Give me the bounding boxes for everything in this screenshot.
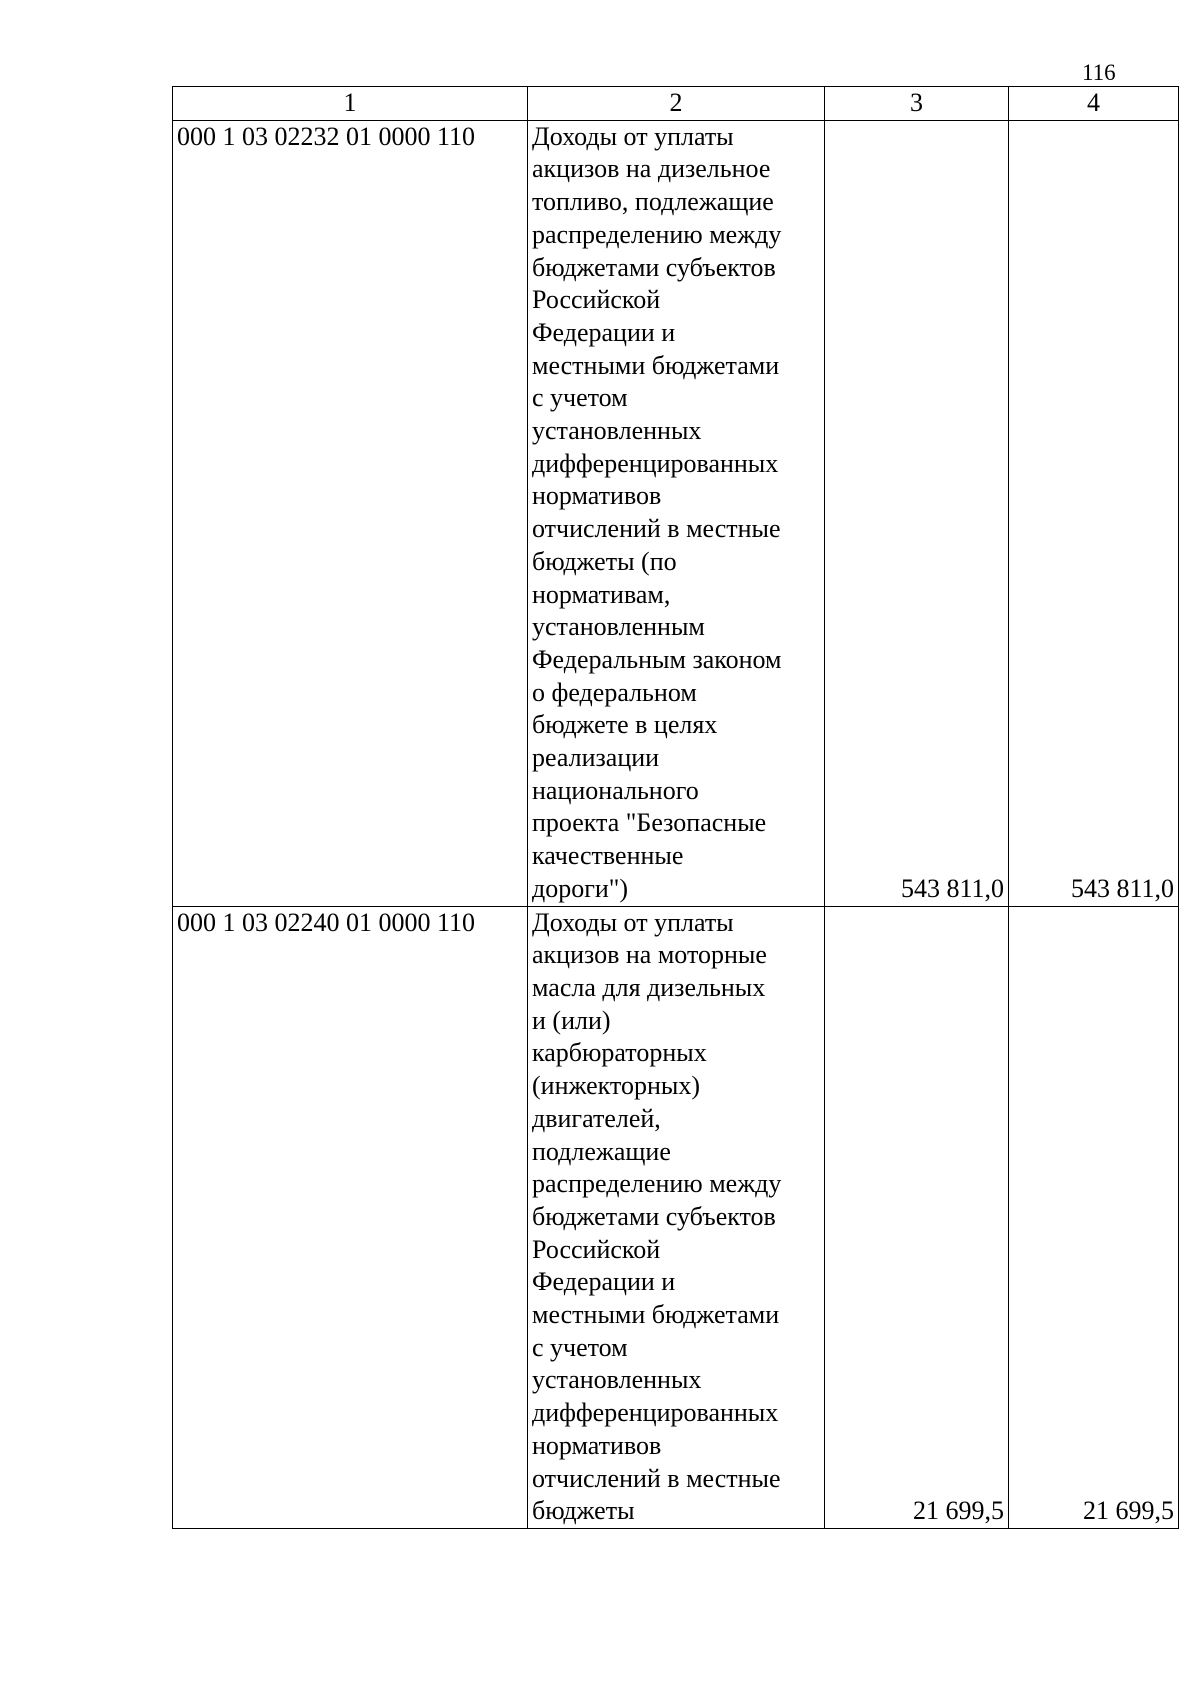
description-line: местными бюджетами	[532, 350, 780, 380]
description-line: Федерации и	[532, 317, 676, 347]
description-line: установленных	[532, 1365, 702, 1395]
description-line: бюджеты (по	[532, 546, 677, 576]
page-number: 116	[1082, 60, 1116, 85]
description-line: топливо, подлежащие	[532, 187, 774, 217]
amount-col4: 543 811,0	[1009, 120, 1179, 906]
description-line: подлежащие	[532, 1136, 671, 1166]
description-line: проекта "Безопасные	[532, 808, 767, 838]
column-header-3: 3	[825, 87, 1009, 121]
description-line: дифференцированных	[532, 1398, 779, 1428]
description-line: карбюраторных	[532, 1038, 707, 1068]
description-line: национального	[532, 775, 699, 805]
income-description	[528, 906, 825, 1528]
description-line: нормативов	[532, 481, 662, 511]
description-line: масла для дизельных	[532, 972, 766, 1002]
description-line: установленным	[532, 612, 705, 642]
description-line: бюджете в целях	[532, 710, 718, 740]
description-line: реализации	[532, 743, 660, 773]
description-line: и (или)	[532, 1005, 611, 1035]
description-line: отчислений в местные	[532, 1463, 781, 1493]
description-line: Доходы от уплаты	[532, 121, 734, 151]
column-header-4: 4	[1009, 87, 1179, 121]
amount-col3: 21 699,5	[825, 906, 1009, 1528]
description-line: распределению между	[532, 219, 782, 249]
amount-col3: 543 811,0	[825, 120, 1009, 906]
description-line: двигателей,	[532, 1103, 661, 1133]
description-line: о федеральном	[532, 677, 697, 707]
description-line: нормативов	[532, 1430, 662, 1460]
description-line: акцизов на моторные	[532, 940, 767, 970]
table-row	[173, 120, 1179, 906]
budget-table	[172, 86, 1179, 1529]
description-line: с учетом	[532, 383, 628, 413]
budget-code: 000 1 03 02232 01 0000 110	[173, 120, 528, 906]
column-header-1: 1	[173, 87, 528, 121]
column-header-2: 2	[528, 87, 825, 121]
description-line: акцизов на дизельное	[532, 154, 771, 184]
description-line: бюджетами субъектов	[532, 252, 776, 282]
description-line: дифференцированных	[532, 448, 779, 478]
description-line: качественные	[532, 841, 684, 871]
description-line: бюджетами субъектов	[532, 1201, 776, 1231]
description-line: установленных	[532, 416, 702, 446]
description-line: отчислений в местные	[532, 514, 781, 544]
budget-code: 000 1 03 02240 01 0000 110	[173, 906, 528, 1528]
description-line: распределению между	[532, 1169, 782, 1199]
income-description	[528, 120, 825, 906]
amount-col4: 21 699,5	[1009, 906, 1179, 1528]
description-line: Российской	[532, 285, 661, 315]
description-line: местными бюджетами	[532, 1300, 780, 1330]
description-line: бюджеты	[532, 1496, 635, 1526]
description-line: (инжекторных)	[532, 1071, 700, 1101]
description-line: Федерации и	[532, 1267, 676, 1297]
description-line: нормативам,	[532, 579, 671, 609]
description-line: Федеральным законом	[532, 644, 782, 674]
description-line: с учетом	[532, 1332, 628, 1362]
description-line: дороги")	[532, 873, 629, 903]
table-row	[173, 906, 1179, 1528]
description-line: Российской	[532, 1234, 661, 1264]
table-header-row	[173, 87, 1179, 121]
description-line: Доходы от уплаты	[532, 907, 734, 937]
